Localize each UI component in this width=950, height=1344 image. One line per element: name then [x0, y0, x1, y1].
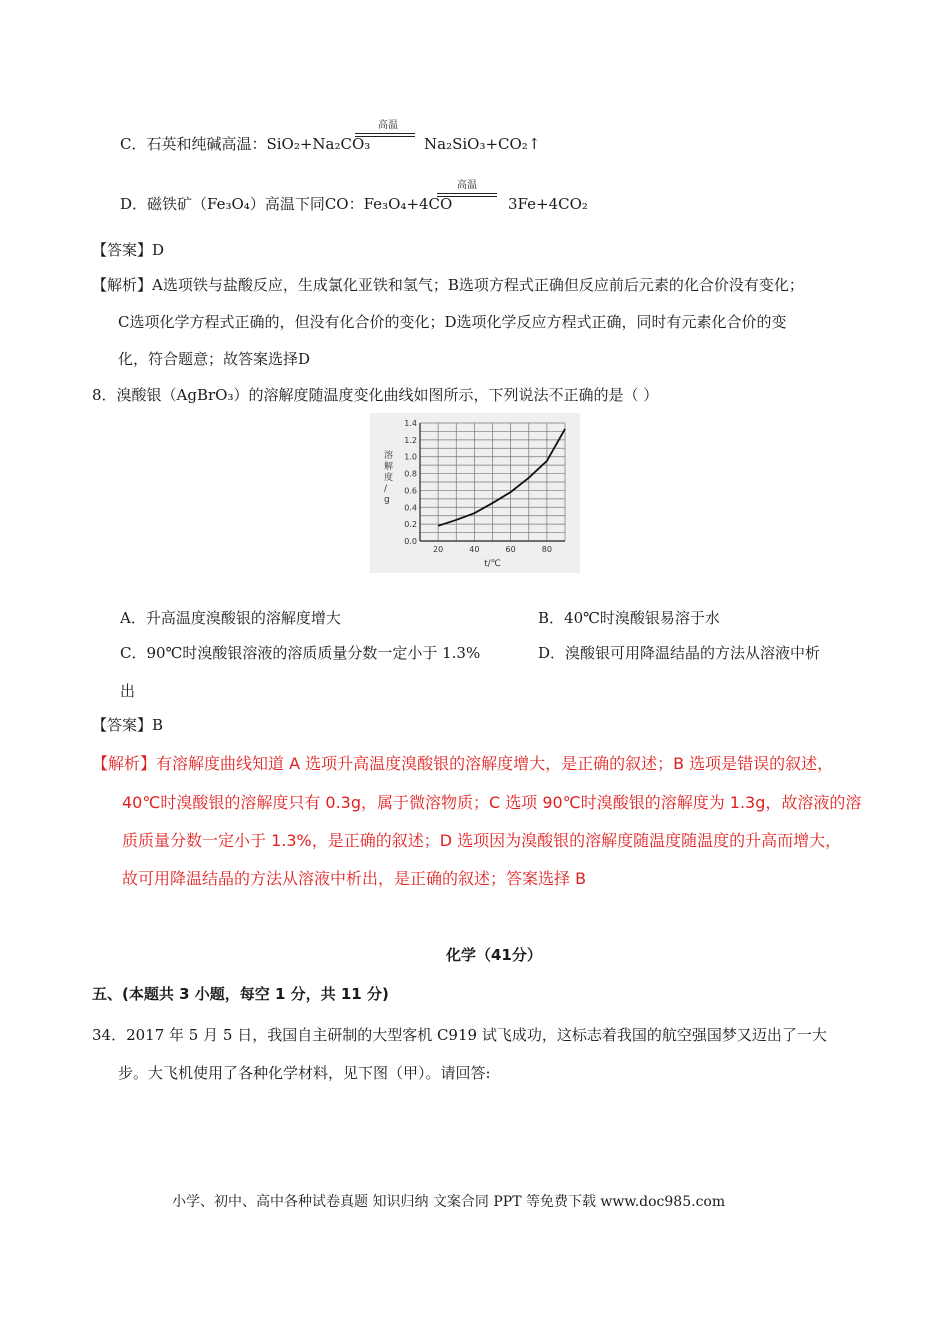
y-axis-label: 溶解度/ g — [384, 451, 394, 505]
question-8-analysis-line-2: 40℃时溴酸银的溶解度只有 0.3g，属于微溶物质；C 选项 90℃时溴酸银的溶解度为 1.3g，故溶液的溶 — [122, 793, 862, 812]
question-34-line-1: 34．2017 年 5 月 5 日，我国自主研制的大型客机 C919 试飞成功，这标志着我国的航空强国梦又迈出了一大 — [92, 1026, 827, 1044]
option-c-product: Na₂SiO₃+CO₂↑ — [424, 135, 541, 153]
question-8-option-d: D．溴酸银可用降温结晶的方法从溶液中析 — [538, 644, 821, 662]
section-title: 化学（41分） — [446, 946, 542, 964]
solubility-chart-svg — [370, 413, 580, 573]
x-tick-label: 80 — [541, 545, 552, 554]
y-tick-label: 1.4 — [404, 419, 417, 428]
x-tick-label: 60 — [505, 545, 516, 554]
option-c-condition: 高温 — [378, 120, 398, 131]
y-tick-label: 0.2 — [404, 520, 417, 530]
solubility-curve — [438, 429, 565, 526]
question-8-answer: 【答案】B — [92, 716, 164, 734]
question-8-stem: 8．溴酸银（AgBrO₃）的溶解度随温度变化曲线如图所示，下列说法不正确的是（ ） — [92, 386, 659, 404]
solubility-chart — [370, 413, 580, 573]
answer-prev: 【答案】D — [92, 241, 165, 259]
y-tick-label: 0.0 — [404, 537, 417, 546]
x-tick-label: 40 — [469, 545, 480, 554]
question-8-option-a: A．升高温度溴酸银的溶解度增大 — [120, 609, 341, 627]
y-tick-label: 0.8 — [404, 469, 417, 479]
x-axis-label: t/℃ — [484, 559, 501, 569]
question-34-line-2: 步。大飞机使用了各种化学材料，见下图（甲）。请回答: — [118, 1064, 491, 1082]
page-footer: 小学、初中、高中各种试卷真题 知识归纳 文案合同 PPT 等免费下载 www.doc985.com — [172, 1194, 726, 1210]
option-d-equals-sign — [437, 193, 497, 197]
question-8-analysis-line-1: 【解析】有溶解度曲线知道 A 选项升高温度溴酸银的溶解度增大，是正确的叙述；B 选项是错误的叙述， — [92, 754, 834, 773]
question-8-option-d-continued: 出 — [120, 682, 136, 700]
option-c-equals-sign — [355, 133, 415, 137]
question-8-option-c: C．90℃时溴酸银溶液的溶质质量分数一定小于 1.3% — [120, 644, 481, 662]
question-8-option-b: B．40℃时溴酸银易溶于水 — [538, 609, 720, 627]
option-d-condition: 高温 — [457, 180, 477, 191]
y-tick-label: 1.2 — [404, 435, 417, 445]
y-tick-label: 1.0 — [404, 452, 417, 462]
option-c-equation: C．石英和纯碱高温：SiO₂+Na₂CO₃ — [120, 135, 371, 153]
y-tick-label: 0.6 — [404, 486, 417, 496]
section-part-header: 五、(本题共 3 小题，每空 1 分，共 11 分) — [92, 985, 389, 1003]
option-d-product: 3Fe+4CO₂ — [508, 195, 588, 213]
option-d-equation: D．磁铁矿（Fe₃O₄）高温下同CO：Fe₃O₄+4CO — [120, 195, 453, 213]
question-8-analysis-line-4: 故可用降温结晶的方法从溶液中析出，是正确的叙述；答案选择 B — [122, 869, 587, 888]
analysis-prev-line-1: 【解析】A选项铁与盐酸反应，生成氯化亚铁和氢气；B选项方程式正确但反应前后元素的化合价没有变化； — [92, 276, 804, 294]
y-tick-label: 0.4 — [404, 503, 417, 513]
analysis-prev-line-2: C选项化学方程式正确的，但没有化合价的变化；D选项化学反应方程式正确，同时有元素化合价的变 — [118, 313, 787, 331]
analysis-prev-line-3: 化，符合题意；故答案选择D — [118, 350, 311, 368]
question-8-analysis-line-3: 质质量分数一定小于 1.3%，是正确的叙述；D 选项因为溴酸银的溶解度随温度随温度的升高而增大， — [122, 831, 842, 850]
x-tick-label: 20 — [433, 545, 444, 554]
